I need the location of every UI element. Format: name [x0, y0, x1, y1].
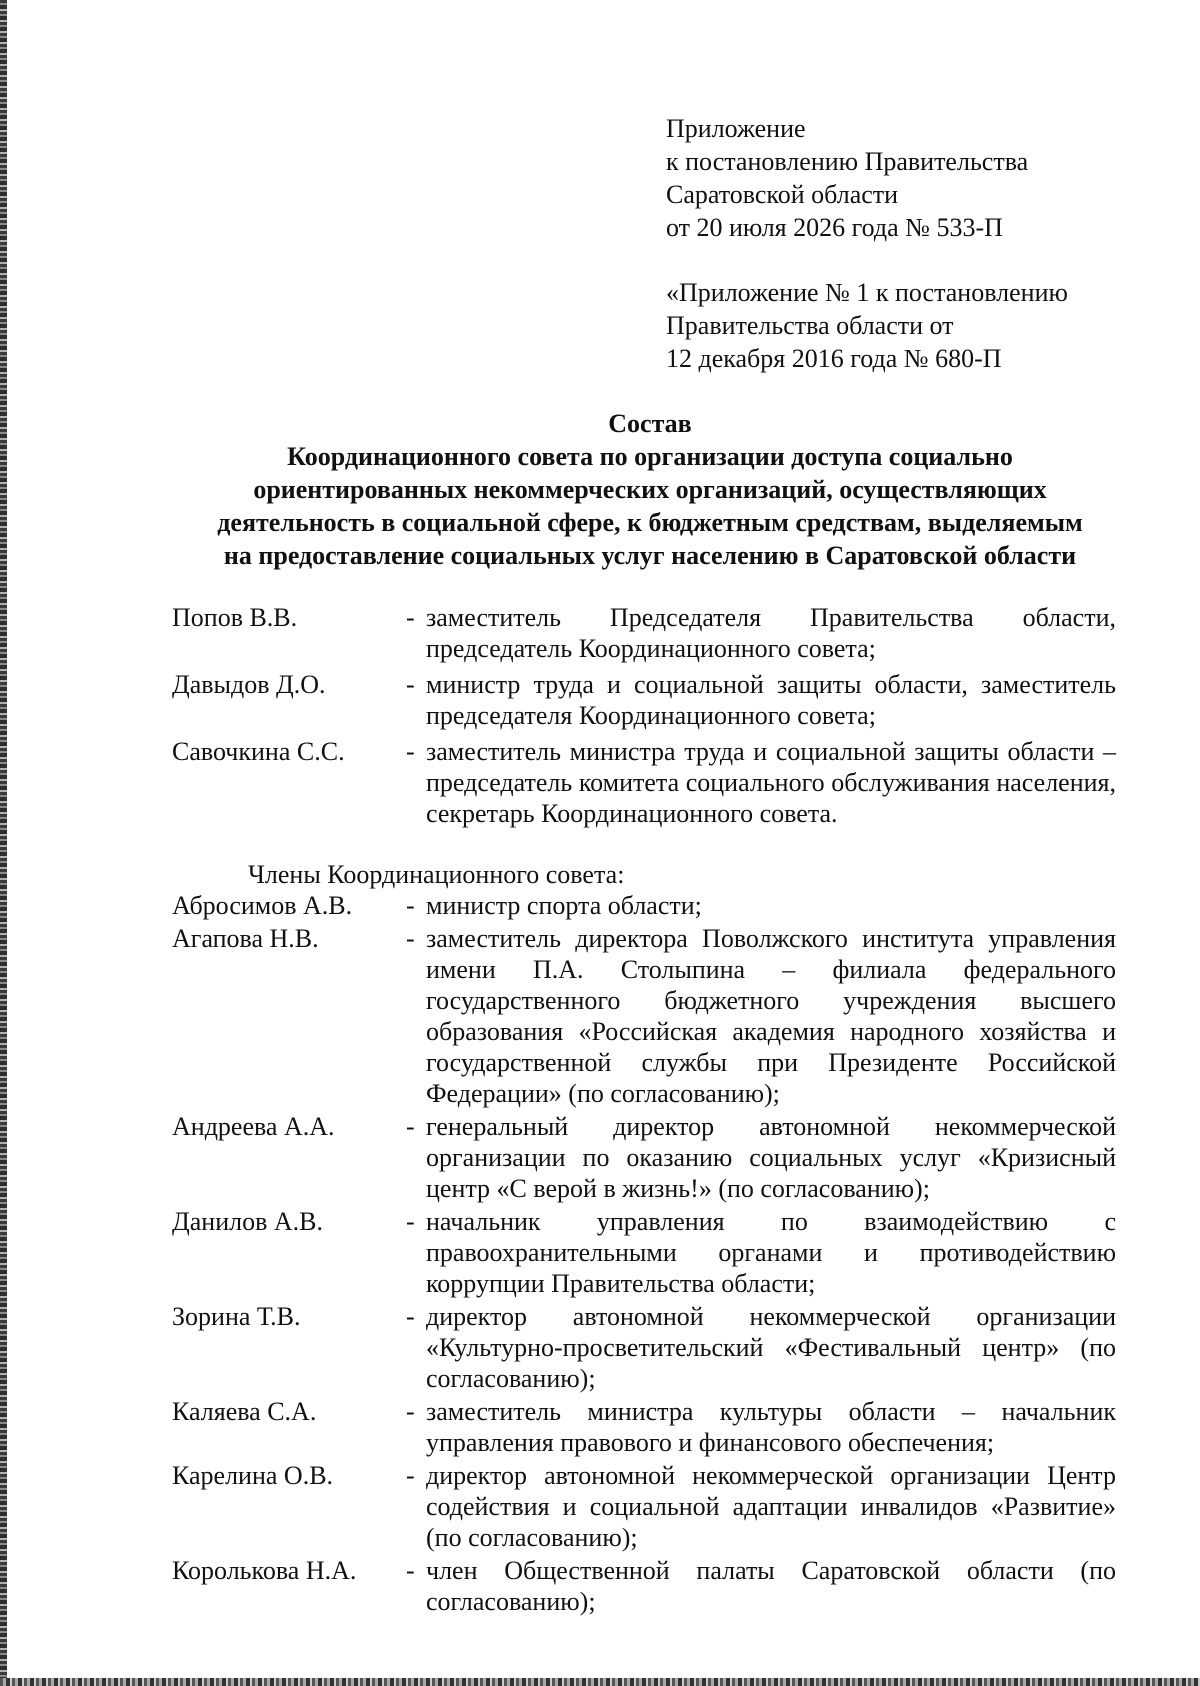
- member-position: заместитель Председателя Правительства области, председатель Координационного совета;: [426, 603, 1116, 663]
- leadership-row: [172, 669, 1116, 731]
- member-name: Каляева С.А.: [172, 1397, 317, 1426]
- member-position: генеральный директор автономной некоммерческой организации по оказанию социальных услуг «Кризисный центр «С верой в жизнь!» (по согласованию);: [426, 1112, 1116, 1203]
- member-position: министр спорта области;: [426, 891, 702, 920]
- dash-separator: -: [406, 603, 415, 632]
- scan-edge-left: [0, 0, 7, 1686]
- dash-separator: -: [406, 1302, 415, 1331]
- member-position: заместитель министра труда и социальной защиты области – председатель комитета социального обслуживания населения, секретарь Координационного совета.: [426, 737, 1116, 828]
- leadership-row: [172, 602, 1116, 664]
- member-position: начальник управления по взаимодействию с правоохранительными органами и противодействию коррупции Правительства области;: [426, 1207, 1116, 1298]
- member-row: [172, 923, 1116, 1109]
- amend-line: 12 декабря 2016 года № 680-П: [666, 344, 1002, 373]
- member-position: директор автономной некоммерческой организации Центр содействия и социальной адаптации инвалидов «Развитие» (по согласованию);: [426, 1461, 1116, 1552]
- leadership-row: [172, 736, 1116, 829]
- member-name: Попов В.В.: [172, 603, 298, 632]
- dash-separator: -: [406, 1397, 415, 1426]
- title-line: деятельность в социальной сфере, к бюджетным средствам, выделяемым: [217, 508, 1083, 537]
- dash-separator: -: [406, 670, 415, 699]
- member-name: Андреева А.А.: [172, 1112, 335, 1141]
- member-name: Королькова Н.А.: [172, 1556, 357, 1585]
- member-row: [172, 1111, 1116, 1204]
- dash-separator: -: [406, 1461, 415, 1490]
- member-name: Агапова Н.В.: [172, 924, 319, 953]
- approval-block: [666, 112, 1146, 375]
- member-position: заместитель министра культуры области – начальник управления правового и финансового обеспечения;: [426, 1397, 1116, 1457]
- amend-line: Правительства области от: [666, 311, 954, 340]
- member-row: [172, 1301, 1116, 1394]
- member-row: [172, 1396, 1116, 1458]
- member-position: министр труда и социальной защиты области, заместитель председателя Координационного совета;: [426, 670, 1116, 730]
- document-title: [150, 407, 1150, 572]
- dash-separator: -: [406, 1207, 415, 1236]
- approval-line: к постановлению Правительства: [666, 147, 1029, 176]
- approval-line: Приложение: [666, 114, 806, 143]
- members-list: [172, 890, 1116, 1617]
- member-name: Карелина О.В.: [172, 1461, 334, 1490]
- member-row: [172, 1555, 1116, 1617]
- member-name: Данилов А.В.: [172, 1207, 323, 1236]
- title-line: на предоставление социальных услуг населению в Саратовской области: [223, 541, 1077, 570]
- approval-gap: [666, 244, 1146, 276]
- member-position: член Общественной палаты Саратовской области (по согласованию);: [426, 1556, 1116, 1616]
- title-line: ориентированных некоммерческих организаций, осуществляющих: [253, 475, 1047, 504]
- members-header: Члены Координационного совета:: [248, 860, 625, 889]
- dash-separator: -: [406, 924, 415, 953]
- member-row: [172, 1460, 1116, 1553]
- member-row: [172, 890, 1116, 921]
- approval-line: от 20 июля 2026 года № 533-П: [666, 213, 1003, 242]
- member-position: директор автономной некоммерческой организации «Культурно-просветительский «Фестивальный центр» (по согласованию);: [426, 1302, 1116, 1393]
- dash-separator: -: [406, 737, 415, 766]
- title-heading: Состав: [608, 409, 692, 438]
- member-name: Савочкина С.С.: [172, 737, 345, 766]
- member-name: Зорина Т.В.: [172, 1302, 301, 1331]
- member-row: [172, 1206, 1116, 1299]
- council-roster: [172, 602, 1116, 1619]
- dash-separator: -: [406, 1112, 415, 1141]
- member-name: Абросимов А.В.: [172, 891, 353, 920]
- member-position: заместитель директора Поволжского института управления имени П.А. Столыпина – филиала федерального государственного бюджетного учреждения высшего образования «Российская академия народного хозяйства и государственной службы при Президенте Российской Федерации» (по согласованию);: [426, 924, 1116, 1108]
- scan-edge-bottom: [0, 1678, 1200, 1686]
- dash-separator: -: [406, 1556, 415, 1585]
- member-name: Давыдов Д.О.: [172, 670, 326, 699]
- dash-separator: -: [406, 891, 415, 920]
- approval-line: Саратовской области: [666, 180, 899, 209]
- amend-line: «Приложение № 1 к постановлению: [666, 278, 1068, 307]
- title-line: Координационного совета по организации доступа социально: [287, 442, 1013, 471]
